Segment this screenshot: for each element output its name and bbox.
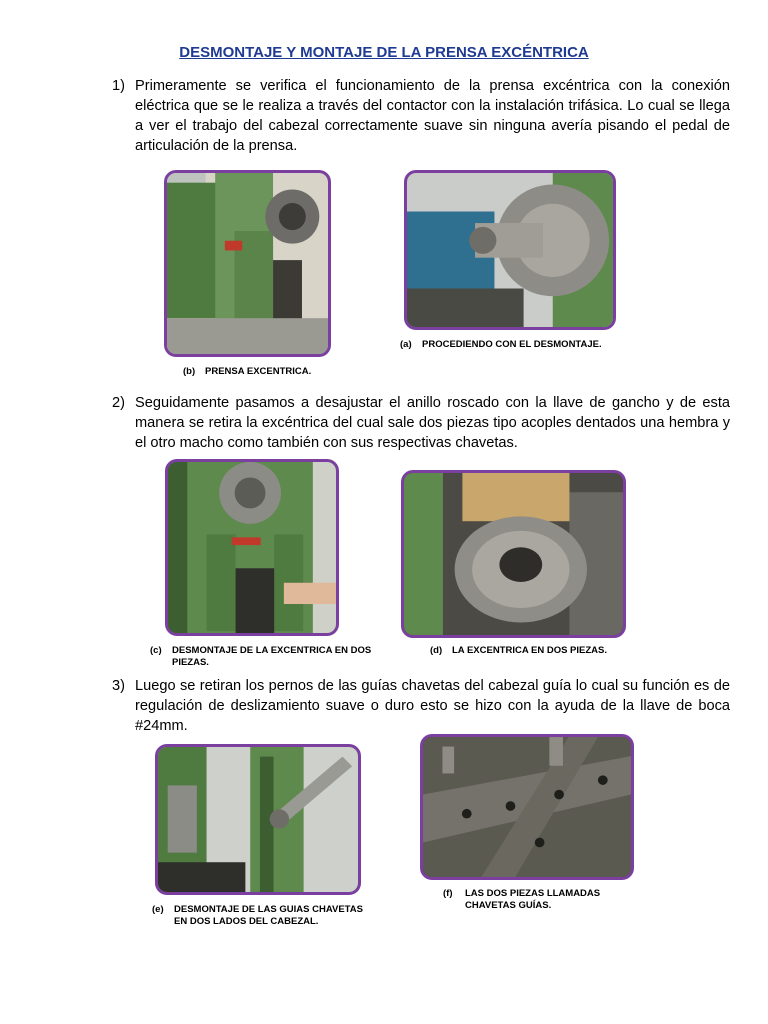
photo-chavetas-guias	[420, 734, 634, 880]
caption-label: (f)	[443, 888, 453, 899]
step-text: Luego se retiran los pernos de las guías chavetas del cabezal guía lo cual su función es de regulación de deslizamiento suave o duro esto se hizo con la ayuda de la llave de boca #24mm.	[135, 678, 730, 734]
photo-procediendo-desmontaje	[404, 170, 616, 330]
machine-photo-illustration	[423, 737, 631, 877]
photo-prensa-excentrica	[164, 170, 331, 357]
caption-label: (c)	[150, 645, 162, 656]
step-number: 2)	[112, 395, 125, 411]
caption-text-block	[174, 904, 363, 928]
step-1	[112, 76, 730, 156]
caption-c	[150, 645, 371, 669]
caption-line: CHAVETAS GUÍAS.	[465, 900, 552, 911]
caption-line: DESMONTAJE DE LAS GUIAS CHAVETAS	[174, 904, 363, 915]
photo-excentrica-dos-piezas	[401, 470, 626, 638]
caption-b	[183, 366, 311, 378]
caption-line: LAS DOS PIEZAS LLAMADAS	[465, 888, 601, 899]
step-number: 3)	[112, 678, 125, 694]
caption-label: (d)	[430, 645, 443, 656]
step-2	[112, 393, 730, 453]
machine-photo-illustration	[404, 473, 623, 635]
caption-text: PROCEDIENDO CON EL DESMONTAJE.	[422, 339, 602, 350]
step-text: Primeramente se verifica el funcionamiento de la prensa excéntrica con la conexión eléctrica que se le realiza a través del contactor con la instalación trifásica. Lo cual se llega a ver el trabajo del cabezal correctamente suave sin ninguna avería pisando el pedal de articulación de la prensa.	[135, 78, 730, 154]
machine-photo-illustration	[407, 173, 613, 327]
caption-text-block	[172, 645, 371, 669]
caption-e	[152, 904, 363, 928]
step-3	[112, 676, 730, 736]
caption-line: EN DOS LADOS DEL CABEZAL.	[174, 916, 319, 927]
caption-text: LA EXCENTRICA EN DOS PIEZAS.	[452, 645, 608, 656]
photo-desmontaje-excentrica	[165, 459, 339, 636]
caption-text-block	[465, 888, 600, 912]
document-title: DESMONTAJE Y MONTAJE DE LA PRENSA EXCÉNTRICA	[179, 44, 589, 61]
caption-label: (b)	[183, 366, 196, 377]
photo-desmontaje-guias	[155, 744, 361, 895]
machine-photo-illustration	[158, 747, 358, 892]
caption-label: (a)	[400, 339, 412, 350]
machine-photo-illustration	[167, 173, 328, 354]
machine-photo-illustration	[168, 462, 336, 633]
caption-line: PIEZAS.	[172, 657, 209, 668]
step-text: Seguidamente pasamos a desajustar el anillo roscado con la llave de gancho y de esta manera se retira la excéntrica del cual sale dos piezas tipo acoples dentados una hembra y el otro macho como también con sus respectivas chavetas.	[135, 395, 730, 451]
caption-label: (e)	[152, 904, 164, 915]
caption-d	[430, 645, 607, 657]
step-number: 1)	[112, 78, 125, 94]
caption-line: DESMONTAJE DE LA EXCENTRICA EN DOS	[172, 645, 372, 656]
caption-f	[443, 888, 600, 912]
caption-text: PRENSA EXCENTRICA.	[205, 366, 312, 377]
caption-a	[400, 339, 602, 351]
